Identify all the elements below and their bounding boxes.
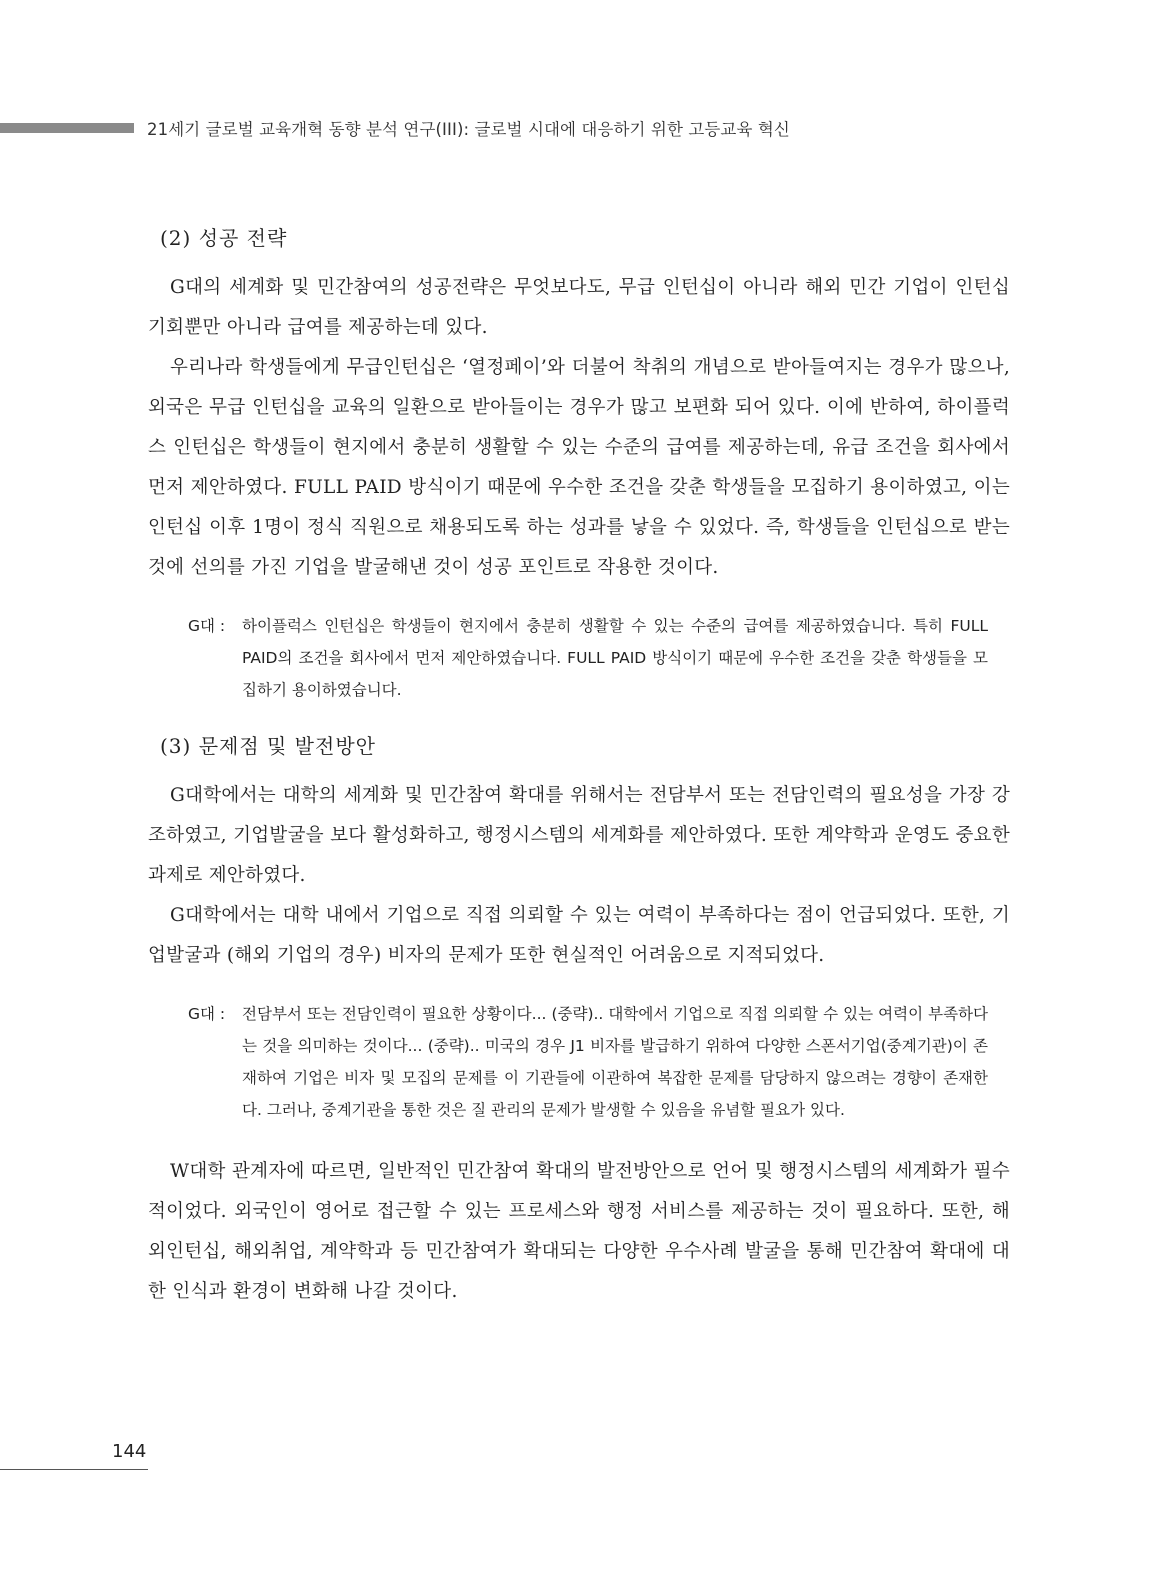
quote-text: 하이플럭스 인턴십은 학생들이 현지에서 충분히 생활할 수 있는 수준의 급여를 제공하였습니다. 특히 FULL PAID의 조건을 회사에서 먼저 제안하였습니다. FULL PAID 방식이기 때문에 우수한 조건을 갖춘 학생들을 모집하기 용이하였습니다.	[242, 617, 988, 699]
footer-rule	[0, 1469, 148, 1470]
quote-speaker: G대 :	[188, 1005, 226, 1023]
paragraph: G대학에서는 대학 내에서 기업으로 직접 의뢰할 수 있는 여력이 부족하다는 점이 언급되었다. 또한, 기업발굴과 (해외 기업의 경우) 비자의 문제가 또한 현실적인 어려움으로 지적되었다.	[148, 905, 1010, 966]
header-accent-bar	[0, 123, 134, 133]
paragraph: G대학에서는 대학의 세계화 및 민간참여 확대를 위해서는 전담부서 또는 전담인력의 필요성을 가장 강조하였고, 기업발굴을 보다 활성화하고, 행정시스템의 세계화를 제안하였다. 또한 계약학과 운영도 중요한 과제로 제안하였다.	[148, 785, 1010, 886]
paragraph: 우리나라 학생들에게 무급인턴십은 ‘열정페이’와 더불어 착취의 개념으로 받아들여지는 경우가 많으나, 외국은 무급 인턴십을 교육의 일환으로 받아들이는 경우가 많고 보편화 되어 있다. 이에 반하여, 하이플럭스 인턴십은 학생들이 현지에서 충분히 생활할 수 있는 수준의 급여를 제공하는데, 유급 조건을 회사에서 먼저 제안하였다. FULL PAID 방식이기 때문에 우수한 조건을 갖춘 학생들을 모집하기 용이하였고, 이는 인턴십 이후 1명이 정식 직원으로 채용되도록 하는 성과를 낳을 수 있었다. 즉, 학생들을 인턴십으로 받는 것에 선의를 가진 기업을 발굴해낸 것이 성공 포인트로 작용한 것이다.	[148, 357, 1010, 578]
paragraph: G대의 세계화 및 민간참여의 성공전략은 무엇보다도, 무급 인턴십이 아니라 해외 민간 기업이 인턴십 기회뿐만 아니라 급여를 제공하는데 있다.	[148, 277, 1010, 338]
quote-text: 전담부서 또는 전담인력이 필요한 상황이다... (중략).. 대학에서 기업으로 직접 의뢰할 수 있는 여력이 부족하다는 것을 의미하는 것이다... (중략).. 미국의 경우 J1 비자를 발급하기 위하여 다양한 스폰서기업(중계기관)이 존재하여 기업은 비자 및 모집의 문제를 이 기관들에 이관하여 복잡한 문제를 담당하지 않으려는 경향이 존재한다. 그러나, 중계기관을 통한 것은 질 관리의 문제가 발생할 수 있음을 유념할 필요가 있다.	[242, 1005, 988, 1119]
page-number: 144	[112, 1441, 147, 1462]
page-body	[148, 220, 1010, 1312]
paragraph: W대학 관계자에 따르면, 일반적인 민간참여 확대의 발전방안으로 언어 및 행정시스템의 세계화가 필수적이었다. 외국인이 영어로 접근할 수 있는 프로세스와 행정 서비스를 제공하는 것이 필요하다. 또한, 해외인턴십, 해외취업, 계약학과 등 민간참여가 확대되는 다양한 우수사례 발굴을 통해 민간참여 확대에 대한 인식과 환경이 변화해 나갈 것이다.	[148, 1161, 1010, 1302]
interview-quote	[188, 998, 988, 1126]
section-heading-issues-and-improvements: (3) 문제점 및 발전방안	[160, 734, 376, 758]
quote-speaker: G대 :	[188, 617, 226, 635]
interview-quote	[188, 610, 988, 706]
section-heading-success-strategy: (2) 성공 전략	[160, 226, 288, 250]
running-header: 21세기 글로벌 교육개혁 동향 분석 연구(III): 글로벌 시대에 대응하기 위한 고등교육 혁신	[147, 120, 790, 139]
